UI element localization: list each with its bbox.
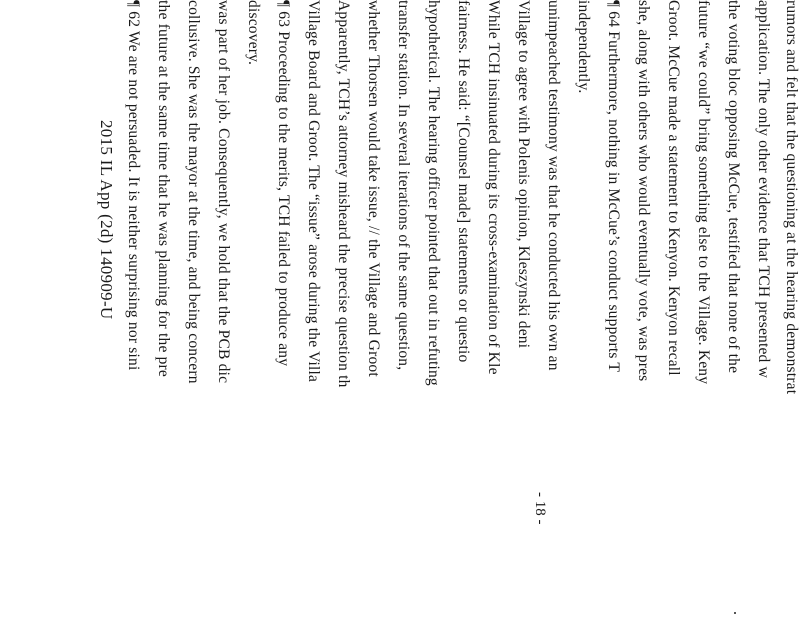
body-line: independently. <box>575 0 592 94</box>
body-line: Apparently, TCH’s attorney misheard the precise question th <box>335 0 352 388</box>
body-line: rumors and felt that the questioning at the hearing demonstrat <box>783 0 800 395</box>
body-line: transfer station. In several iterations of the same question, <box>395 0 412 371</box>
page-number: - 18 - <box>532 492 548 525</box>
body-line: ¶ 64 Furthermore, nothing in McCue’s conduct supports T <box>605 0 622 373</box>
body-line: was part of her job. Consequently, we hold that the PCB dic <box>215 0 232 384</box>
case-citation-header: 2015 IL App (2d) 140909-U <box>97 120 116 320</box>
body-line: While TCH insinuated during its cross-examination of Kle <box>485 0 502 375</box>
body-line: hypothetical. The hearing officer pointed that out in refuting <box>425 0 442 386</box>
body-line: ¶ 63 Proceeding to the merits, TCH failed to produce any <box>275 0 292 367</box>
body-line: Village Board and Groot. The “issue” arose during the Villa <box>305 0 322 383</box>
body-line: unimpeached testimony was that he conducted his own an <box>545 0 562 371</box>
body-line: Groot. McCue made a statement to Kenyon. Kenyon recall <box>665 0 682 376</box>
body-line: whether Thorsen would take issue, // the Village and Groot <box>365 0 382 377</box>
body-line: she, along with others who would eventually vote, was pres <box>635 0 652 382</box>
body-line: Village to agree with Polenis opinion, Kleszynski deni <box>515 0 532 349</box>
body-line: discovery. <box>245 0 262 66</box>
body-line: ¶ 62 We are not persuaded. It is neither surprising nor sini <box>125 0 142 371</box>
body-line: the voting bloc opposing McCue, testified that none of the <box>725 0 742 374</box>
body-line: collusive. She was the mayor at the time, and being concern <box>185 0 202 384</box>
body-line: fairness. He said: “[Counsel made] statements or questio <box>455 0 472 363</box>
body-line: the future at the same time that he was planning for the pre <box>155 0 172 377</box>
body-line: future “we could” bring something else to the Village. Keny <box>695 0 712 385</box>
body-line: application. The only other evidence that TCH presented w <box>755 0 772 378</box>
scan-speck <box>734 612 736 614</box>
